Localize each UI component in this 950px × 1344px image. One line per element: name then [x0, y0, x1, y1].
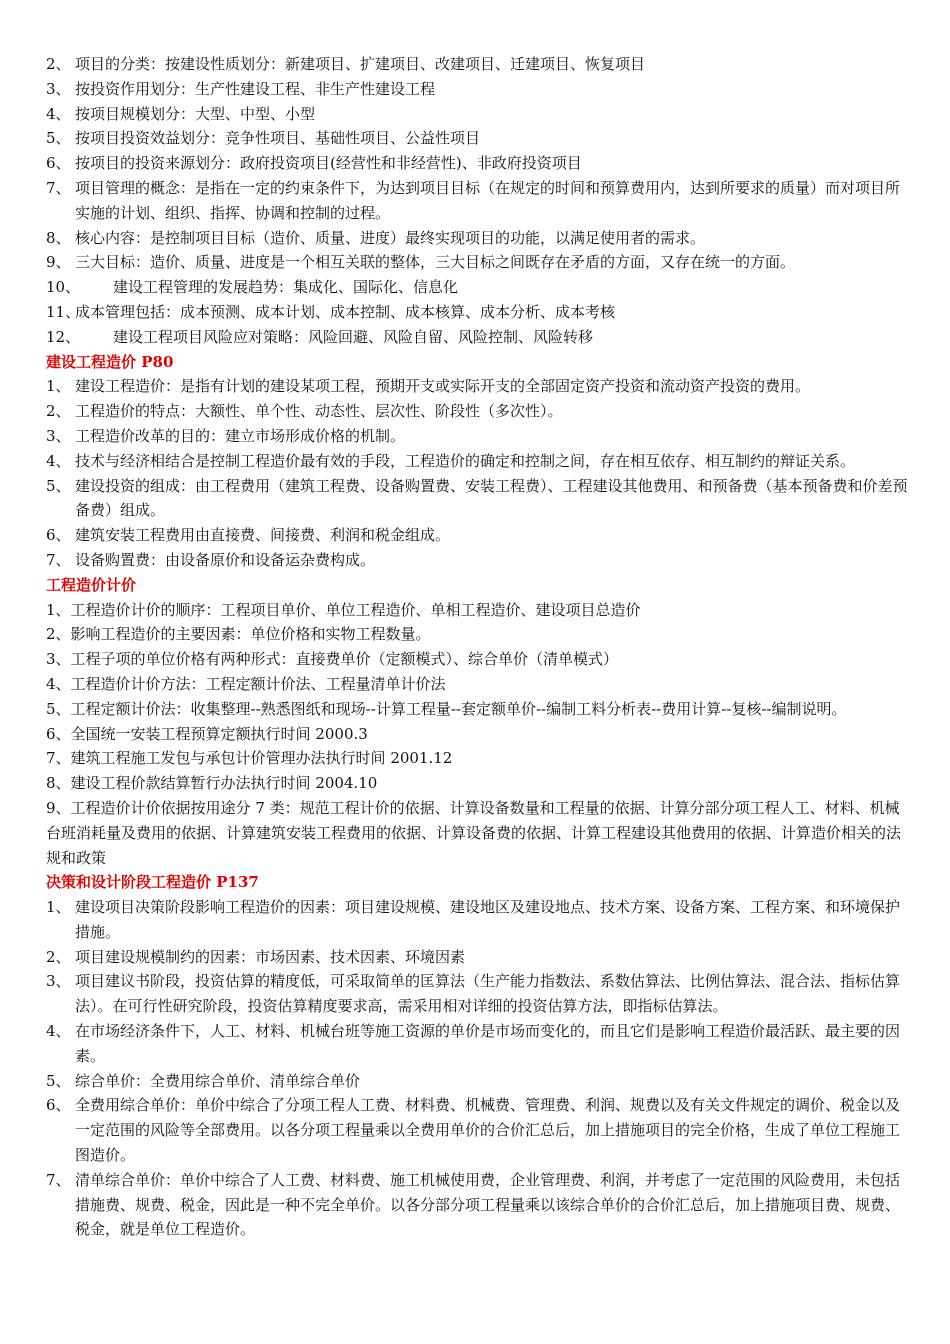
item-number: 3、: [46, 426, 71, 445]
item-number: 6、: [46, 526, 71, 545]
item-text: 3、工程子项的单位价格有两种形式：直接费单价（定额模式）、综合单价（清单模式）: [46, 650, 619, 669]
item-text: 成本管理包括：成本预测、成本计划、成本控制、成本核算、成本分析、成本考核: [75, 302, 616, 321]
item-text: 按项目规模划分：大型、中型、小型: [75, 104, 316, 123]
item-text: 在市场经济条件下，人工、材料、机械台班等施工资源的单价是市场而变化的，而且它们是影响工程造价最活跃、最主要的因素。: [75, 1022, 901, 1065]
section-heading: 工程造价计价: [46, 575, 137, 594]
item-text: 建筑安装工程费用由直接费、间接费、利润和税金组成。: [75, 526, 451, 545]
item-number: 8、: [46, 228, 71, 247]
item-number: 7、: [46, 178, 71, 197]
item-number: 2、: [46, 55, 71, 73]
item-text: 建设工程项目风险应对策略：风险回避、风险自留、风险控制、风险转移: [113, 327, 594, 346]
list-item: [46, 250, 912, 275]
item-number: 12、: [46, 327, 81, 346]
item-text: 4、工程造价计价方法：工程定额计价法、工程量清单计价法: [46, 674, 446, 693]
list-item: [46, 969, 912, 1019]
list-item: [46, 771, 912, 796]
item-number: 6、: [46, 1096, 71, 1115]
item-text: 8、建设工程价款结算暂行办法执行时间 2004.10: [46, 774, 378, 793]
item-number: 5、: [46, 129, 71, 148]
list-item: [46, 1093, 912, 1167]
item-text: 项目的分类：按建设性质划分：新建项目、扩建项目、改建项目、迁建项目、恢复项目: [75, 55, 646, 73]
item-number: 9、: [46, 253, 71, 272]
item-text: 按项目的投资来源划分：政府投资项目(经营性和非经营性)、非政府投资项目: [75, 154, 582, 173]
item-text: 项目建设规模制约的因素：市场因素、技术因素、环境因素: [75, 947, 466, 966]
item-text: 建设工程管理的发展趋势：集成化、国际化、信息化: [113, 278, 459, 297]
list-item: [46, 746, 912, 771]
list-item: [46, 102, 912, 127]
section-project-basics: [46, 52, 912, 350]
item-text: 按投资作用划分：生产性建设工程、非生产性建设工程: [75, 79, 436, 98]
item-text: 技术与经济相结合是控制工程造价最有效的手段，工程造价的确定和控制之间，存在相互依存、相互制约的辩证关系。: [75, 451, 856, 470]
item-text: 6、全国统一安装工程预算定额执行时间 2000.3: [46, 724, 368, 743]
item-number: 4、: [46, 104, 71, 123]
list-item: [46, 697, 912, 722]
item-text: 5、工程定额计价法：收集整理--熟悉图纸和现场--计算工程量--套定额单价--编制工料分析表--费用计算--复核--编制说明。: [46, 699, 847, 718]
list-item: [46, 424, 912, 449]
item-number: 3、: [46, 972, 71, 991]
list-item: [46, 1069, 912, 1094]
item-text: 建设项目决策阶段影响工程造价的因素：项目建设规模、建设地区及建设地点、技术方案、设备方案、工程方案、和环境保护措施。: [75, 898, 901, 941]
item-number: 1、: [46, 898, 71, 917]
item-number: 1、: [46, 377, 71, 396]
list-item: [46, 449, 912, 474]
list-item: [46, 300, 912, 325]
list-item: [46, 126, 912, 151]
item-number: 6、: [46, 154, 71, 173]
list-item: [46, 226, 912, 251]
item-text: 1、工程造价计价的顺序：工程项目单价、单位工程造价、单相工程造价、建设项目总造价: [46, 600, 641, 619]
item-text: 核心内容：是控制项目目标（造价、质量、进度）最终实现项目的功能，以满足使用者的需求。: [75, 228, 706, 247]
section-decision-design-cost: [46, 870, 912, 1242]
document-page: [46, 52, 912, 1242]
section-heading: 决策和设计阶段工程造价 P137: [46, 873, 259, 892]
item-text: 项目管理的概念：是指在一定的约束条件下，为达到项目目标（在规定的时间和预算费用内，达到所要求的质量）而对项目所实施的计划、组织、指挥、协调和控制的过程。: [75, 178, 901, 222]
item-number: 2、: [46, 402, 71, 421]
item-text: 建设工程造价：是指有计划的建设某项工程，预期开支或实际开支的全部固定资产投资和流动资产投资的费用。: [75, 377, 811, 396]
list-item: [46, 52, 912, 77]
list-item: [46, 151, 912, 176]
list-item: [46, 176, 912, 226]
section-heading: 建设工程造价 P80: [46, 352, 174, 371]
item-number: 7、: [46, 550, 71, 569]
list-item: [46, 796, 912, 870]
item-text: 工程造价改革的目的：建立市场形成价格的机制。: [75, 426, 406, 445]
item-text: 工程造价的特点：大额性、单个性、动态性、层次性、阶段性（多次性）。: [75, 402, 563, 421]
item-text: 7、建筑工程施工发包与承包计价管理办法执行时间 2001.12: [46, 749, 453, 768]
item-text: 清单综合单价：单价中综合了人工费、材料费、施工机械使用费，企业管理费、利润，并考虑了一定范围的风险费用，未包括措施费、规费、税金，因此是一种不完全单价。以各分部分项工程量乘以该综合单价的合价汇总后，加上措施项目费、规费、税金，就是单位工程造价。: [75, 1170, 901, 1239]
item-number: 2、: [46, 947, 71, 966]
list-item: [46, 647, 912, 672]
item-number: 5、: [46, 476, 71, 495]
list-item: [46, 548, 912, 573]
list-item: [46, 1019, 912, 1069]
item-text: 设备购置费：由设备原价和设备运杂费构成。: [75, 550, 376, 569]
list-item: [46, 374, 912, 399]
list-item: [46, 523, 912, 548]
list-item: [46, 1168, 912, 1242]
item-text: 全费用综合单价：单价中综合了分项工程人工费、材料费、机械费、管理费、利润、规费以及有关文件规定的调价、税金以及一定范围的风险等全部费用。以各分项工程量乘以全费用单价的合价汇总后，加上措施项目的完全价格，生成了单位工程施工图造价。: [75, 1096, 901, 1165]
list-item: [46, 399, 912, 424]
item-text: 9、工程造价计价依据按用途分 7 类：规范工程计价的依据、计算设备数量和工程量的依据、计算分部分项工程人工、材料、机械台班消耗量及费用的依据、计算建筑安装工程费用的依据、计算设备费的依据、计算工程建设其他费用的依据、计算造价相关的法规和政策: [46, 798, 902, 867]
list-item: [46, 622, 912, 647]
item-text: 综合单价：全费用综合单价、清单综合单价: [75, 1071, 361, 1090]
list-item: [46, 474, 912, 524]
item-number: 4、: [46, 1022, 71, 1041]
list-item: [46, 275, 912, 300]
section-construction-cost: [46, 350, 912, 573]
item-number: 3、: [46, 79, 71, 98]
item-text: 项目建议书阶段，投资估算的精度低，可采取简单的匡算法（生产能力指数法、系数估算法、比例估算法、混合法、指标估算法）。在可行性研究阶段，投资估算精度要求高，需采用相对详细的投资估算方法，即指标估算法。: [75, 972, 901, 1016]
section-cost-pricing: [46, 573, 912, 871]
item-number: 11、: [46, 302, 81, 321]
item-text: 三大目标：造价、质量、进度是一个相互关联的整体，三大目标之间既存在矛盾的方面，又存在统一的方面。: [75, 253, 796, 272]
list-item: [46, 325, 912, 350]
item-number: 5、: [46, 1071, 71, 1090]
list-item: [46, 722, 912, 747]
list-item: [46, 895, 912, 945]
item-number: 10、: [46, 278, 81, 297]
list-item: [46, 77, 912, 102]
list-item: [46, 945, 912, 970]
list-item: [46, 672, 912, 697]
item-text: 2、影响工程造价的主要因素：单位价格和实物工程数量。: [46, 625, 431, 644]
item-number: 7、: [46, 1170, 71, 1189]
item-text: 按项目投资效益划分：竞争性项目、基础性项目、公益性项目: [75, 129, 481, 148]
list-item: [46, 598, 912, 623]
item-text: 建设投资的组成：由工程费用（建筑工程费、设备购置费、安装工程费）、工程建设其他费用、和预备费（基本预备费和价差预备费）组成。: [75, 476, 908, 520]
item-number: 4、: [46, 451, 71, 470]
